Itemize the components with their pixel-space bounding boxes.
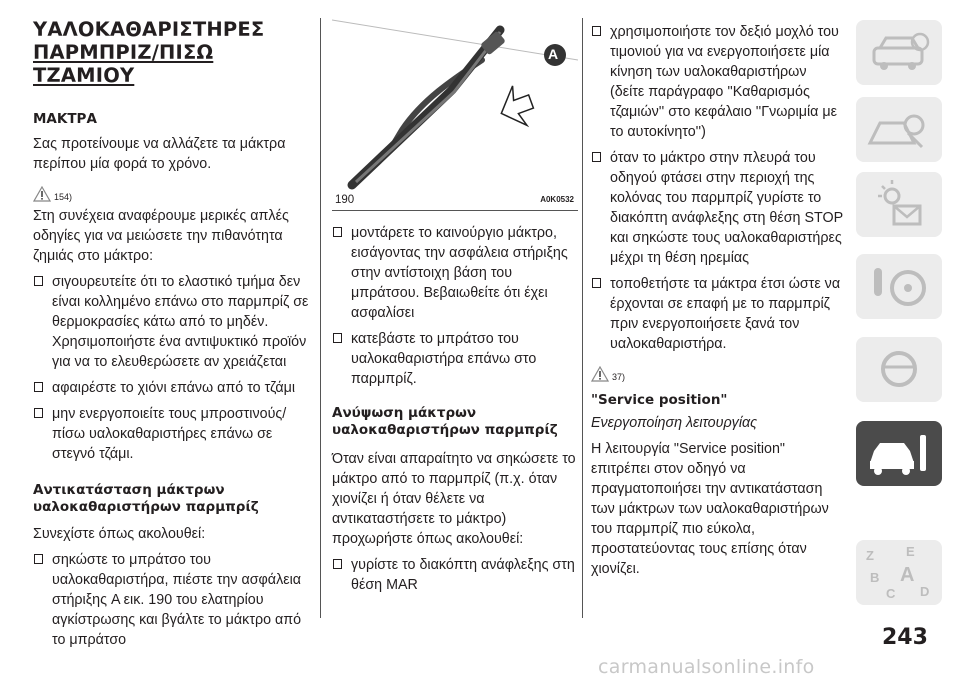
bullet-box-icon <box>34 554 43 564</box>
sidebar-tab-index[interactable]: Z E B A C D <box>856 540 942 605</box>
list-replacement-steps <box>33 550 311 650</box>
subheading-wiper-blades: ΜΑΚΤΡΑ <box>33 111 97 127</box>
list-item: σηκώστε το μπράτσο του υαλοκαθαριστήρα, πιέστε την ασφάλεια στήριξης A εικ. 190 του ελατηρίου αγκίστρωσης και βγάλτε το μάκτρο από το μπράτσο <box>33 550 311 650</box>
sidebar-tab-maintenance[interactable] <box>856 421 942 486</box>
list-item: χρησιμοποιήστε τον δεξιό μοχλό του τιμονιού για να ενεργοποιήσετε μία κίνηση των υαλοκαθαριστήρων (δείτε παράγραφο ''Καθαρισμός τζαμιών'' στο κεφάλαιο ''Γνωριμία με το αυτοκίνητο'') <box>591 22 843 142</box>
warning-triangle-icon <box>33 186 51 202</box>
figure-label-a: A <box>548 46 559 62</box>
column-2 <box>332 0 578 595</box>
sidebar-tab-safety[interactable] <box>856 97 942 162</box>
section-title-line2: ΠΑΡΜΠΡΙΖ/ΠΙΣΩ ΤΖΑΜΙΟΥ <box>33 41 214 87</box>
column-3 <box>591 22 843 579</box>
list-item: σιγουρευτείτε ότι το ελαστικό τμήμα δεν είναι κολλημένο επάνω στο παρμπρίζ σε θερμοκρασίες κάτω από το μηδέν. Χρησιμοποιήστε ένα αντιψυκτικό προϊόν για να το ελευθερώσετε αν χρειάζεται <box>33 272 311 372</box>
section-title-line1: ΥΑΛΟΚΑΘΑΡΙΣΤΗΡΕΣ <box>33 18 265 41</box>
page-number: 243 <box>882 625 928 650</box>
section-title <box>33 18 311 87</box>
list-item: κατεβάστε το μπράτσο του υαλοκαθαριστήρα επάνω στο παρμπρίζ. <box>332 329 578 389</box>
sidebar-tab-driving[interactable] <box>856 254 942 319</box>
subheading-service-position: "Service position" <box>591 392 728 408</box>
sidebar-tab-dashboard[interactable] <box>856 20 942 85</box>
paragraph-lifting: Όταν είναι απαραίτητο να σηκώσετε το μάκτρο από το παρμπρίζ (π.χ. όταν χιονίζει ή όταν θέλετε να αντικαταστήσετε το μάκτρο) προχωρήστε όπως ακολουθεί: <box>332 451 576 547</box>
list-item: όταν το μάκτρο στην πλευρά του οδηγού φτάσει στην περιοχή της κολόνας του παρμπρίζ γυρίστε το διακόπτη ανάφλεξης στη θέση STOP και σηκώστε τους υαλοκαθαριστήρες μέχρι τη θέση ηρεμίας <box>591 148 843 268</box>
subheading-replacement: Αντικατάσταση μάκτρων υαλοκαθαριστήρων παρμπρίζ <box>33 482 259 515</box>
list-mount-steps <box>332 223 578 389</box>
car-warning-lights-icon <box>856 172 942 237</box>
column-divider-left <box>320 18 321 618</box>
warning-triangle-icon <box>591 366 609 382</box>
sidebar-tab-warning-lights[interactable] <box>856 172 942 237</box>
column-1 <box>33 18 311 650</box>
car-dashboard-icon <box>856 20 942 85</box>
bullet-box-icon <box>592 278 601 288</box>
paragraph-intro: Σας προτείνουμε να αλλάζετε τα μάκτρα περίπου μία φορά το χρόνο. <box>33 136 286 172</box>
paragraph-instructions: Στη συνέχεια αναφέρουμε μερικές απλές οδηγίες για να μειώσετε την πιθανότητα ζημιάς στο μάκτρο: <box>33 208 289 264</box>
bullet-box-icon <box>34 382 43 392</box>
figure-code: A0K0532 <box>540 195 574 204</box>
sidebar-tab-emergency[interactable] <box>856 337 942 402</box>
warning-ref-number: 154) <box>54 192 73 202</box>
car-safety-icon <box>856 97 942 162</box>
list-item: γυρίστε το διακόπτη ανάφλεξης στη θέση MAR <box>332 555 578 595</box>
warning-ref-number: 37) <box>612 372 626 382</box>
list-service-steps <box>591 22 843 354</box>
bullet-box-icon <box>333 333 342 343</box>
car-emergency-icon <box>856 337 942 402</box>
figure-190 <box>332 0 578 211</box>
bullet-box-icon <box>333 227 342 237</box>
list-lifting-steps <box>332 555 578 595</box>
subheading-activation: Ενεργοποίηση λειτουργίας <box>591 415 758 431</box>
column-divider-right <box>582 18 583 618</box>
warning-ref <box>33 182 311 202</box>
bullet-box-icon <box>333 559 342 569</box>
watermark: carmanualsonline.info <box>598 656 815 678</box>
list-tips <box>33 272 311 464</box>
bullet-box-icon <box>34 276 43 286</box>
paragraph-proceed: Συνεχίστε όπως ακολουθεί: <box>33 526 206 542</box>
car-maintenance-icon <box>856 421 942 486</box>
list-item: τοποθετήστε τα μάκτρα έτσι ώστε να έρχονται σε επαφή με το παρμπρίζ πριν ενεργοποιήσετε ξανά τον υαλοκαθαριστήρα. <box>591 274 843 354</box>
subheading-lifting: Ανύψωση μάκτρων υαλοκαθαριστήρων παρμπρίζ <box>332 405 558 438</box>
figure-number: 190 <box>335 194 355 206</box>
bullet-box-icon <box>592 152 601 162</box>
car-driving-icon <box>856 254 942 319</box>
warning-ref <box>591 362 843 382</box>
list-item: αφαιρέστε το χιόνι επάνω από το τζάμι <box>33 378 311 398</box>
list-item: μοντάρετε το καινούργιο μάκτρο, εισάγοντας την ασφάλεια στήριξης στην αντίστοιχη βάση του μπράτσου. Βεβαιωθείτε ότι έχει ασφαλίσει <box>332 223 578 323</box>
wiper-blade-illustration <box>332 0 578 200</box>
bullet-box-icon <box>592 26 601 36</box>
bullet-box-icon <box>34 408 43 418</box>
list-item: μην ενεργοποιείτε τους μπροστινούς/πίσω υαλοκαθαριστήρες επάνω σε στεγνό τζάμι. <box>33 404 311 464</box>
paragraph-service-position: Η λειτουργία "Service position" επιτρέπει στον οδηγό να πραγματοποιήσει την αντικατάσταση των μάκτρων των υαλοκαθαριστήρων του παρμπρίζ πιο εύκολα, προστατεύοντας τους επίσης όταν χιονίζει. <box>591 441 829 577</box>
